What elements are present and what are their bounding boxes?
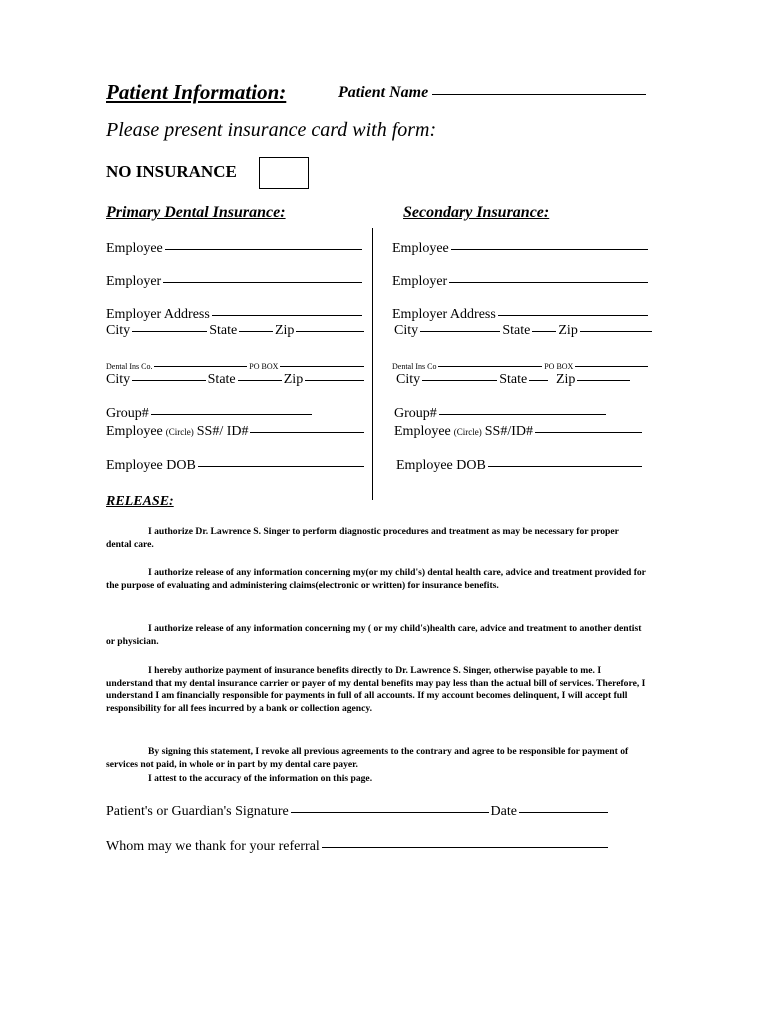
secondary-employer-field[interactable]	[392, 274, 648, 290]
secondary-heading: Secondary Insurance:	[403, 204, 550, 221]
patient-name-field[interactable]	[338, 84, 646, 102]
secondary-dental-ins-line[interactable]	[438, 366, 542, 367]
primary-employer-label: Employer	[106, 274, 162, 289]
patient-name-line[interactable]	[432, 94, 646, 95]
signature-line[interactable]	[291, 812, 489, 813]
primary-group-line[interactable]	[151, 414, 312, 415]
secondary-zip-label: Zip	[558, 323, 578, 338]
primary-city2-line[interactable]	[132, 380, 206, 381]
primary-zip2-line[interactable]	[305, 380, 364, 381]
primary-zip-line[interactable]	[296, 331, 364, 332]
primary-dental-ins-line[interactable]	[154, 366, 247, 367]
secondary-employer-line[interactable]	[449, 282, 648, 283]
secondary-state2-line[interactable]	[529, 380, 548, 381]
primary-dental-ins-field[interactable]	[106, 362, 364, 371]
no-insurance-checkbox[interactable]	[259, 157, 309, 189]
secondary-dental-ins-field[interactable]	[392, 362, 648, 371]
primary-heading: Primary Dental Insurance:	[106, 204, 286, 221]
date-line[interactable]	[519, 812, 608, 813]
primary-zip2-label: Zip	[283, 372, 304, 387]
secondary-zip-line[interactable]	[580, 331, 652, 332]
release-text-1: I authorize Dr. Lawrence S. Singer to perform diagnostic procedures and treatment as may be necessary for proper dental care.	[106, 526, 619, 550]
secondary-ss-id-label: SS#/ID#	[484, 424, 533, 439]
secondary-employer-label: Employer	[392, 274, 448, 289]
no-insurance-label: NO INSURANCE	[106, 162, 237, 181]
primary-ss-id-field[interactable]	[106, 424, 364, 440]
secondary-city-line[interactable]	[420, 331, 500, 332]
primary-po-box-line[interactable]	[280, 366, 364, 367]
release-paragraph-3	[106, 623, 646, 648]
secondary-employer-address-field[interactable]	[392, 307, 648, 323]
primary-employee-label: Employee	[106, 241, 163, 256]
primary-po-box-label: PO BOX	[249, 362, 279, 371]
primary-dob-label: Employee DOB	[106, 458, 196, 473]
secondary-zip2-line[interactable]	[577, 380, 630, 381]
primary-employer-line[interactable]	[163, 282, 362, 283]
secondary-dob-field[interactable]	[396, 458, 642, 474]
secondary-city2-label: City	[396, 372, 421, 387]
referral-label: Whom may we thank for your referral	[106, 839, 320, 854]
secondary-employer-address-line[interactable]	[498, 315, 648, 316]
primary-state-line[interactable]	[239, 331, 273, 332]
primary-employer-address-line[interactable]	[212, 315, 362, 316]
secondary-ss-id-line[interactable]	[535, 432, 642, 433]
secondary-dob-line[interactable]	[488, 466, 642, 467]
secondary-zip2-label: Zip	[555, 372, 576, 387]
patient-name-label: Patient Name	[338, 84, 429, 101]
secondary-city-label: City	[394, 323, 419, 338]
primary-dob-field[interactable]	[106, 458, 364, 474]
primary-state2-label: State	[207, 372, 236, 387]
primary-group-field[interactable]	[106, 406, 312, 422]
release-paragraph-5	[106, 746, 646, 771]
primary-ss-id-line[interactable]	[250, 432, 364, 433]
release-text-3: I authorize release of any information concerning my ( or my child's)health care, advice and treatment to another dentist or physician.	[106, 623, 642, 647]
primary-employee-field[interactable]	[106, 241, 362, 257]
primary-city-state-zip-2[interactable]	[106, 372, 364, 388]
secondary-employee-id-label: Employee	[394, 424, 451, 439]
primary-employee-line[interactable]	[165, 249, 362, 250]
primary-employee-id-label: Employee	[106, 424, 163, 439]
primary-state2-line[interactable]	[238, 380, 282, 381]
release-paragraph-4	[106, 665, 646, 715]
secondary-employee-line[interactable]	[451, 249, 648, 250]
secondary-state-label: State	[502, 323, 531, 338]
primary-dental-ins-label: Dental Ins Co.	[106, 362, 153, 371]
release-paragraph-6	[106, 773, 646, 786]
secondary-state2-label: State	[499, 372, 528, 387]
secondary-city2-line[interactable]	[422, 380, 497, 381]
secondary-dental-ins-label: Dental Ins Co	[392, 362, 437, 371]
secondary-po-box-label: PO BOX	[544, 362, 574, 371]
date-label: Date	[490, 804, 517, 819]
primary-city2-label: City	[106, 372, 131, 387]
secondary-group-line[interactable]	[439, 414, 606, 415]
primary-group-label: Group#	[106, 406, 149, 421]
release-heading: RELEASE:	[106, 494, 174, 509]
secondary-dob-label: Employee DOB	[396, 458, 486, 473]
secondary-state-line[interactable]	[532, 331, 556, 332]
secondary-group-label: Group#	[394, 406, 437, 421]
primary-employer-address-label: Employer Address	[106, 307, 210, 322]
primary-city-line[interactable]	[132, 331, 207, 332]
primary-city-state-zip[interactable]	[106, 323, 364, 339]
release-paragraph-1	[106, 526, 646, 551]
primary-ss-id-label: SS#/ ID#	[196, 424, 249, 439]
release-paragraph-2	[106, 567, 646, 592]
primary-dob-line[interactable]	[198, 466, 364, 467]
referral-line[interactable]	[322, 847, 608, 848]
secondary-city-state-zip-2[interactable]	[396, 372, 630, 388]
primary-zip-label: Zip	[274, 323, 295, 338]
primary-employer-field[interactable]	[106, 274, 362, 290]
secondary-employer-address-label: Employer Address	[392, 307, 496, 322]
secondary-group-field[interactable]	[394, 406, 606, 422]
signature-field[interactable]	[106, 804, 608, 820]
secondary-employee-field[interactable]	[392, 241, 648, 257]
release-text-4: I hereby authorize payment of insurance benefits directly to Dr. Lawrence S. Singer, otherwise payable to me. I understand that my dental insurance carrier or payer of my dental benefits may pay less than the actual bill of services. Therefore, I understand I am financially responsible for payments in full of all accounts. If my account becomes delinquent, I will accept full responsibility for all fees incurred by a bank or collection agency.	[106, 665, 646, 714]
secondary-ss-id-field[interactable]	[394, 424, 642, 440]
release-text-6: I attest to the accuracy of the information on this page.	[148, 773, 373, 784]
secondary-po-box-line[interactable]	[575, 366, 648, 367]
column-divider	[372, 228, 373, 500]
release-text-5: By signing this statement, I revoke all previous agreements to the contrary and agree to be responsible for payment of services not paid, in whole or in part by my dental care payer.	[106, 746, 629, 770]
secondary-circle-label: (Circle)	[453, 427, 482, 437]
secondary-city-state-zip[interactable]	[394, 323, 652, 339]
insurance-card-note: Please present insurance card with form:	[106, 119, 437, 141]
page-title: Patient Information:	[106, 80, 287, 104]
primary-city-label: City	[106, 323, 131, 338]
secondary-employee-label: Employee	[392, 241, 449, 256]
primary-employer-address-field[interactable]	[106, 307, 362, 323]
primary-state-label: State	[209, 323, 238, 338]
release-text-2: I authorize release of any information concerning my(or my child's) dental health care, advice and treatment provided for the purpose of evaluating and administering claims(electronic or written) for insurance benefits.	[106, 567, 646, 591]
signature-label: Patient's or Guardian's Signature	[106, 804, 289, 819]
referral-field[interactable]	[106, 839, 608, 855]
primary-circle-label: (Circle)	[165, 427, 194, 437]
